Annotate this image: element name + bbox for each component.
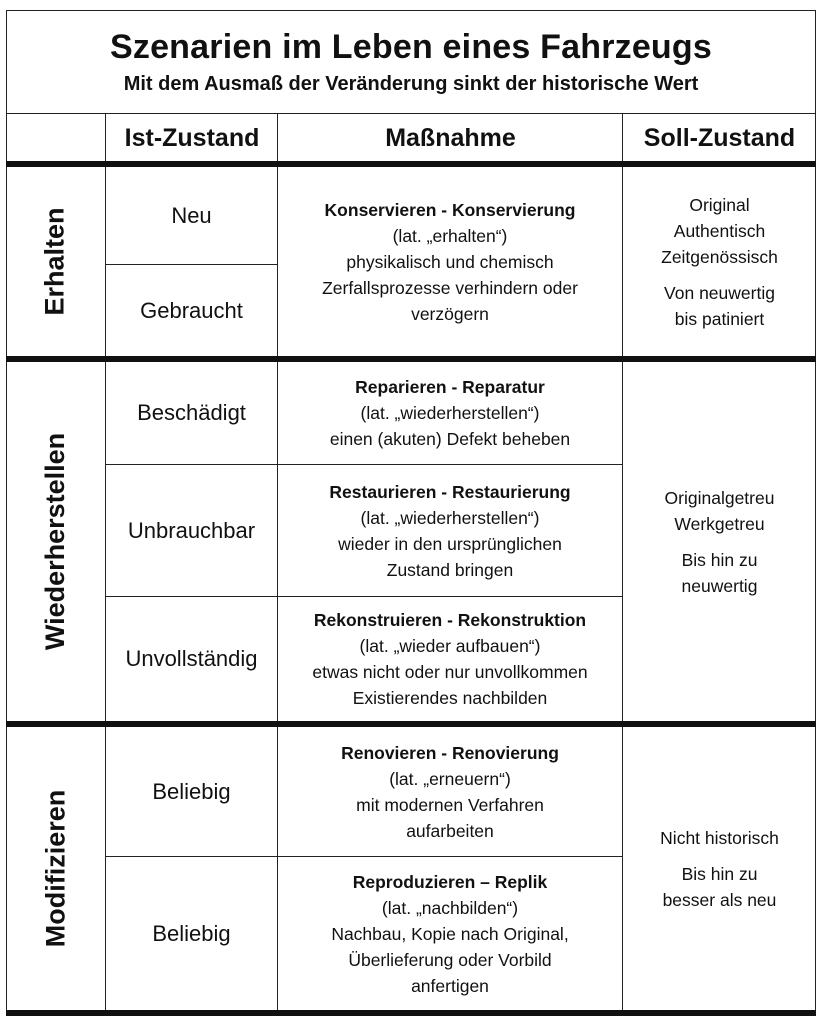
massnahme-title: Renovieren - Renovierung bbox=[341, 742, 559, 763]
massnahme-title: Konservieren - Konservierung bbox=[324, 199, 576, 220]
soll-line: Bis hin zu bbox=[681, 863, 758, 884]
massnahme-title: Rekonstruieren - Rekonstruktion bbox=[313, 610, 587, 630]
massnahme-line: (lat. „wiederherstellen“) bbox=[360, 403, 540, 423]
massnahme-line: einen (akuten) Defekt beheben bbox=[329, 429, 571, 449]
soll-line: Von neuwertig bbox=[664, 282, 775, 303]
soll-erhalten bbox=[623, 167, 816, 356]
group-label-erhalten: Erhalten bbox=[40, 207, 70, 316]
massnahme-line: (lat. „wiederherstellen“) bbox=[360, 507, 540, 528]
massnahme-renovieren bbox=[278, 727, 622, 856]
massnahme-title: Reproduzieren – Replik bbox=[352, 871, 548, 892]
bottom-border bbox=[6, 1010, 816, 1016]
massnahme-line: (lat. „nachbilden“) bbox=[381, 897, 519, 918]
soll-line: Authentisch bbox=[673, 220, 766, 241]
ist-cell: Beliebig bbox=[152, 778, 231, 804]
ist-cell: Beschädigt bbox=[137, 400, 246, 425]
massnahme-line: aufarbeiten bbox=[406, 820, 494, 841]
massnahme-line: verzögern bbox=[411, 303, 489, 324]
massnahme-line: Nachbau, Kopie nach Original, bbox=[331, 923, 569, 944]
ist-cell: Unbrauchbar bbox=[127, 517, 256, 543]
massnahme-line: anfertigen bbox=[411, 975, 489, 996]
massnahme-title: Reparieren - Reparatur bbox=[355, 377, 545, 397]
massnahme-line: (lat. „erhalten“) bbox=[392, 225, 508, 246]
soll-line: Original bbox=[689, 194, 750, 215]
soll-line: neuwertig bbox=[681, 575, 758, 596]
massnahme-line: (lat. „wieder aufbauen“) bbox=[359, 636, 541, 656]
group-label-modifizieren: Modifizieren bbox=[40, 789, 71, 948]
soll-line: Zeitgenössisch bbox=[661, 246, 778, 267]
header-ist-zustand: Ist-Zustand bbox=[124, 123, 260, 152]
title-block bbox=[6, 10, 816, 114]
massnahme-line: physikalisch und chemisch bbox=[346, 251, 554, 272]
massnahme-rekonstruieren bbox=[278, 597, 622, 721]
soll-modifizieren bbox=[623, 727, 816, 1010]
massnahme-line: (lat. „erneuern“) bbox=[389, 768, 511, 789]
header-soll-zustand: Soll-Zustand bbox=[643, 123, 796, 152]
group-label-wiederherstellen: Wiederherstellen bbox=[40, 432, 70, 651]
massnahme-reproduzieren bbox=[278, 857, 622, 1010]
page-title: Szenarien im Leben eines Fahrzeugs bbox=[110, 28, 712, 66]
ist-cell: Neu bbox=[171, 202, 212, 228]
soll-line: Bis hin zu bbox=[681, 549, 758, 570]
soll-line: besser als neu bbox=[662, 889, 777, 910]
massnahme-line: mit modernen Verfahren bbox=[356, 794, 544, 815]
soll-line: Originalgetreu bbox=[664, 487, 775, 508]
massnahme-line: Zerfallsprozesse verhindern oder bbox=[322, 277, 578, 298]
soll-line: Werkgetreu bbox=[674, 513, 765, 534]
massnahme-line: wieder in den ursprünglichen bbox=[338, 533, 562, 554]
ist-cell: Unvollständig bbox=[125, 646, 258, 671]
massnahme-line: Zustand bringen bbox=[386, 559, 514, 580]
massnahme-reparieren bbox=[278, 362, 622, 464]
massnahme-line: Existierendes nachbilden bbox=[352, 688, 548, 708]
page-subtitle: Mit dem Ausmaß der Veränderung sinkt der historische Wert bbox=[123, 73, 699, 95]
massnahme-konservieren bbox=[278, 167, 622, 356]
massnahme-restaurieren bbox=[278, 465, 622, 596]
header-massnahme: Maßnahme bbox=[385, 123, 516, 152]
soll-line: Nicht historisch bbox=[660, 827, 779, 848]
ist-cell: Beliebig bbox=[152, 920, 231, 946]
massnahme-line: etwas nicht oder nur unvollkommen bbox=[312, 662, 588, 682]
soll-line: bis patiniert bbox=[674, 308, 765, 329]
ist-cell: Gebraucht bbox=[140, 297, 243, 323]
massnahme-line: Überlieferung oder Vorbild bbox=[348, 949, 552, 970]
soll-wiederherstellen bbox=[623, 362, 816, 721]
massnahme-title: Restaurieren - Restaurierung bbox=[329, 481, 571, 502]
